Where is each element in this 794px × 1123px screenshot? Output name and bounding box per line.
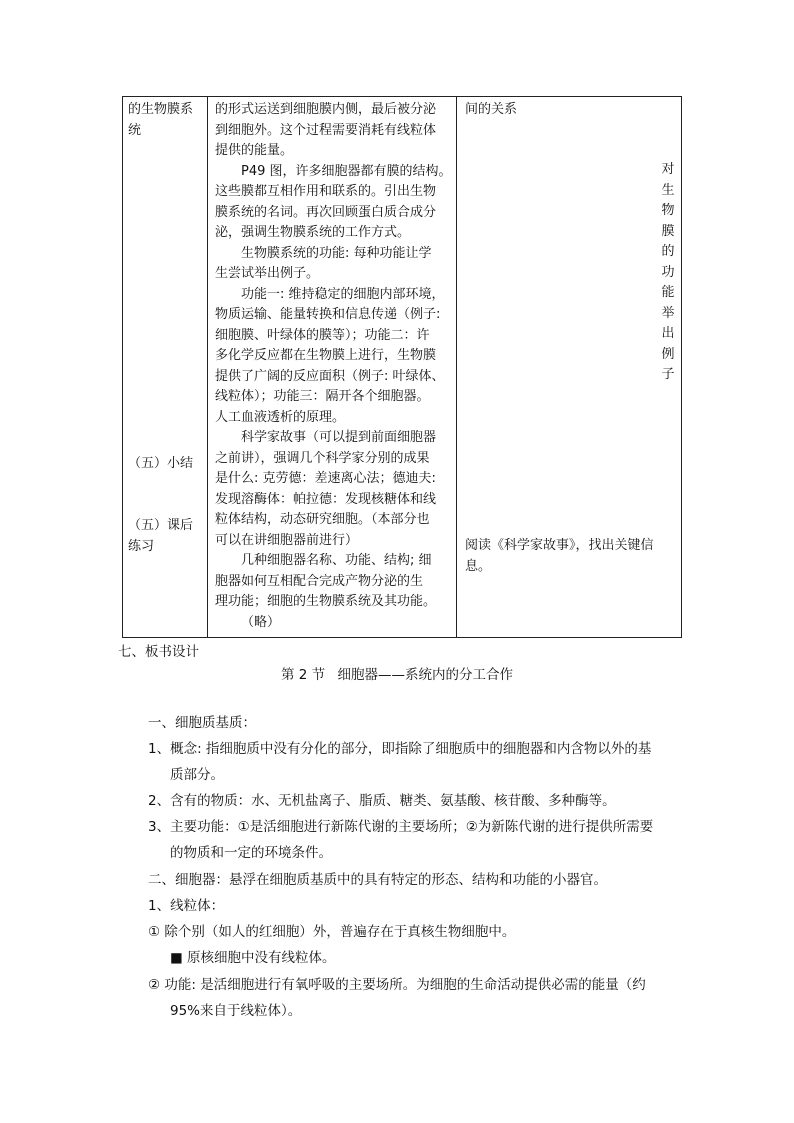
vertical-char: 例 bbox=[661, 346, 675, 362]
text-line: 的形式运送到细胞膜内侧，最后被分泌 bbox=[215, 102, 437, 117]
mitochondria-point-2-continuation: 95%来自于线粒体）。 bbox=[170, 1003, 302, 1019]
vertical-char: 功 bbox=[661, 264, 675, 280]
vertical-char: 生 bbox=[661, 182, 675, 198]
text-line: 提供了广阔的反应面积（例子: 叶绿体、 bbox=[215, 368, 445, 384]
vertical-char: 子 bbox=[661, 367, 675, 382]
lesson-plan-table bbox=[122, 96, 682, 638]
text-line: 发现溶酶体：帕拉德：发现核糖体和线 bbox=[215, 491, 437, 507]
heading-mitochondria: 1、线粒体： bbox=[148, 898, 225, 914]
text-line: （略） bbox=[241, 614, 281, 630]
text-line: （五）课后 bbox=[128, 518, 194, 533]
paragraph bbox=[215, 100, 455, 162]
vertical-char: 能 bbox=[661, 285, 675, 300]
vertical-char: 膜 bbox=[661, 223, 675, 239]
paragraph bbox=[215, 244, 455, 285]
text-line: 物质运输、能量转换和信息传递（例子: bbox=[215, 307, 441, 322]
text-line: 提供的能量。 bbox=[215, 143, 294, 158]
vertical-char: 举 bbox=[661, 305, 675, 321]
concept-continuation: 质部分。 bbox=[170, 767, 224, 783]
board-design-heading: 七、板书设计 bbox=[118, 644, 199, 660]
paragraph bbox=[215, 162, 455, 244]
vertical-char: 出 bbox=[661, 326, 675, 341]
text-line: 人工血液透析的原理。 bbox=[215, 409, 346, 425]
text-line: 膜系统的名词。再次回顾蛋白质合成分 bbox=[215, 204, 437, 220]
text-line: 的生物膜系 bbox=[128, 102, 194, 117]
mitochondria-point-1: ① 除个别（如人的红细胞）外，普遍存在于真核生物细胞中。 bbox=[148, 924, 516, 940]
text-line: 理功能；细胞的生物膜系统及其功能。 bbox=[215, 594, 437, 609]
text-line: 科学家故事（可以提到前面细胞器 bbox=[241, 430, 437, 445]
reading-activity-text bbox=[465, 536, 681, 577]
vertical-activity-text bbox=[660, 160, 676, 386]
relation-text: 间的关系 bbox=[465, 102, 518, 117]
text-line: 泌，强调生物膜系统的工作方式。 bbox=[215, 225, 411, 240]
col1-top-cell bbox=[128, 100, 193, 141]
text-line: 息。 bbox=[465, 558, 492, 574]
functions-line: 3、主要功能：①是活细胞进行新陈代谢的主要场所；②为新陈代谢的进行提供所需要 bbox=[148, 819, 654, 835]
vertical-char: 的 bbox=[661, 244, 675, 259]
text-line: 粒体结构，动态研究细胞。（本部分也 bbox=[215, 512, 430, 527]
concept-line: 1、概念: 指细胞质中没有分化的部分，即指除了细胞质中的细胞器和内含物以外的基 bbox=[148, 741, 652, 757]
text-line: 细胞膜、叶绿体的膜等）；功能二：许 bbox=[215, 327, 430, 343]
vertical-char: 物 bbox=[661, 203, 675, 218]
prokaryote-note: ■ 原核细胞中没有线粒体。 bbox=[170, 950, 336, 966]
title-topic: 细胞器——系统内的分工合作 bbox=[337, 667, 513, 683]
text-line: P49 图，许多细胞器都有膜的结构。 bbox=[241, 163, 452, 179]
column-divider bbox=[456, 97, 457, 637]
paragraph bbox=[215, 551, 455, 613]
vertical-char: 对 bbox=[661, 162, 675, 177]
column-divider bbox=[207, 97, 208, 637]
summary-label: （五）小结 bbox=[128, 456, 194, 471]
paragraph bbox=[215, 428, 455, 551]
text-line: 这些膜都互相作用和联系的。引出生物 bbox=[215, 184, 437, 199]
text-line: 功能一: 维持稳定的细胞内部环境， bbox=[241, 286, 445, 302]
text-line: 多化学反应都在生物膜上进行，生物膜 bbox=[215, 348, 437, 363]
text-line: 统 bbox=[128, 122, 142, 138]
substances-line: 2、含有的物质：水、无机盐离子、脂质、糖类、氨基酸、核苷酸、多种酶等。 bbox=[148, 793, 616, 809]
text-line: 可以在讲细胞器前进行） bbox=[215, 532, 359, 548]
mitochondria-point-2: ② 功能: 是活细胞进行有氧呼吸的主要场所。为细胞的生命活动提供必需的能量（约 bbox=[148, 977, 646, 993]
text-line: 几种细胞器名称、功能、结构; 细 bbox=[241, 553, 432, 568]
text-line: 阅读《科学家故事》，找出关键信 bbox=[465, 538, 654, 553]
text-line: 之前讲），强调几个科学家分别的成果 bbox=[215, 450, 430, 466]
text-line: 生物膜系统的功能: 每种功能让学 bbox=[241, 245, 432, 261]
functions-continuation: 的物质和一定的环境条件。 bbox=[170, 845, 332, 861]
board-title bbox=[0, 663, 794, 683]
text-line: 是什么: 克劳德：差速离心法；德迪夫: bbox=[215, 471, 436, 486]
text-line: 练习 bbox=[128, 538, 155, 554]
homework-label bbox=[128, 516, 193, 557]
heading-organelles: 二、细胞器：悬浮在细胞质基质中的具有特定的形态、结构和功能的小器官。 bbox=[148, 872, 607, 888]
text-line: 生尝试举出例子。 bbox=[215, 266, 320, 281]
heading-cytoplasmic-matrix: 一、细胞质基质： bbox=[148, 715, 256, 731]
paragraph bbox=[215, 285, 455, 429]
text-line: 到细胞外。这个过程需要消耗有线粒体 bbox=[215, 122, 437, 138]
text-line: 胞器如何互相配合完成产物分泌的生 bbox=[215, 573, 424, 589]
title-section: 第 2 节 bbox=[281, 667, 326, 683]
teaching-content-cell bbox=[215, 100, 455, 633]
text-line: 线粒体）；功能三：隔开各个细胞器。 bbox=[215, 389, 430, 404]
